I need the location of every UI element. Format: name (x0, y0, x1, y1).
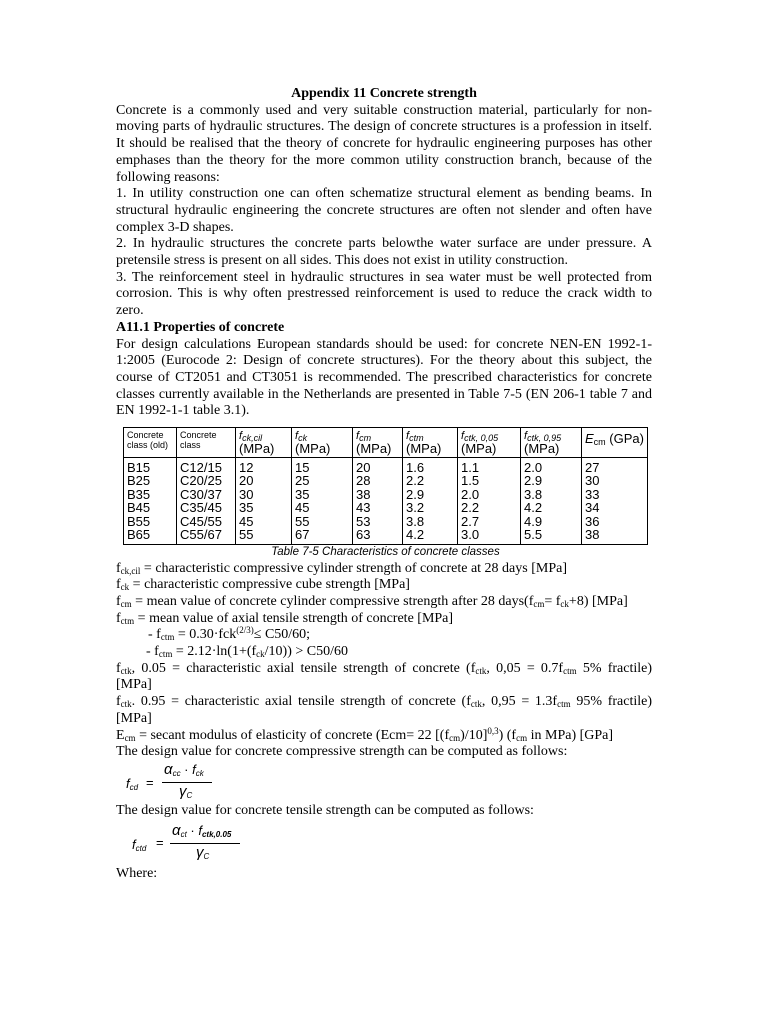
table-cell: 67 (292, 528, 353, 544)
header-old-class: Concrete class (old) (124, 428, 177, 458)
def-fck: $f_{ck}$ = characteristic compressive cube strength [MPa] (116, 577, 410, 593)
table-cell: 38 (353, 488, 403, 501)
def-fctm-case-a: - $f_{ctm} = 0.30\cdot fck^{(2/3)}\le C50/60$; (148, 625, 311, 643)
table-cell: B15 (124, 458, 177, 475)
table-cell: 35 (236, 501, 292, 514)
formula-fctd-denominator: $\gamma_C$ (196, 843, 210, 861)
table-cell: 63 (353, 528, 403, 544)
table-header-row (124, 428, 648, 458)
table-cell: 55 (236, 528, 292, 544)
table-cell: 55 (292, 515, 353, 528)
table-cell: 35 (292, 488, 353, 501)
def-ecm: $E_{cm}$ = secant modulus of elasticity of concrete (Ecm= 22 $[(f_{cm})/10]^{0,3}$) ($f_{cm}$ in MPa) [GPa] (116, 725, 614, 743)
table-cell: B35 (124, 488, 177, 501)
def-fctm: $f_{ctm}$ = mean value of axial tensile strength of concrete [MPa] (116, 610, 454, 626)
table-cell: 3.0 (458, 528, 521, 544)
table-cell: 20 (236, 474, 292, 487)
table-cell: 4.2 (403, 528, 458, 544)
table-cell: 15 (292, 458, 353, 475)
table-cell: 30 (236, 488, 292, 501)
def-fctk005: $f_{ctk}$, 0.05 = characteristic axial tensile strength of concrete ($f_{ctk}$, $0,05 = 0.7f_{ctm}$ 5% fractile) [MPa] (116, 660, 653, 693)
formula-fcd-numerator: $\alpha_{cc} \cdot f_{ck}$ (164, 760, 204, 778)
design-tensile-text: The design value for concrete tensile strength can be computed as follows: (116, 802, 534, 818)
table-cell: 4.9 (521, 515, 582, 528)
table-cell: C20/25 (177, 474, 236, 487)
table-cell: B25 (124, 474, 177, 487)
table-cell: 20 (353, 458, 403, 475)
table-cell: 2.9 (521, 474, 582, 487)
header-fctk095: $f_{ctk, 0,95}$ (MPa) (521, 428, 582, 458)
formula-fctd-fraction-bar (170, 843, 240, 844)
header-fctm: $f_{ctm}$ (MPa) (403, 428, 458, 458)
table-cell: 3.8 (521, 488, 582, 501)
table-cell: 43 (353, 501, 403, 514)
reason-1: 1. In utility construction one can often schematize structural element as bending beams. In structural hydraulic engineering the concrete structures are often not slender and often have complex 3-D shapes. (116, 186, 652, 235)
table-row (124, 528, 648, 544)
table-cell: 2.7 (458, 515, 521, 528)
table-cell: C35/45 (177, 501, 236, 514)
formula-fctd-lhs: $f_{ctd}$ (132, 836, 147, 853)
table-row (124, 458, 648, 475)
formula-fcd-lhs: $f_{cd}$ (126, 775, 139, 792)
table-cell: B55 (124, 515, 177, 528)
header-fcm: $f_{cm}$ (MPa) (353, 428, 403, 458)
def-fckcil: $f_{ck,cil}$ = characteristic compressive cylinder strength of concrete at 28 days [MPa] (116, 560, 567, 576)
table-cell: 25 (292, 474, 353, 487)
table-cell: 1.1 (458, 458, 521, 475)
header-fctk005: $f_{ctk, 0,05}$ (MPa) (458, 428, 521, 458)
table-cell: 30 (582, 474, 648, 487)
table-cell: 45 (292, 501, 353, 514)
table-body (124, 458, 648, 544)
table-cell: 5.5 (521, 528, 582, 544)
table-cell: 2.0 (521, 458, 582, 475)
document-page (116, 86, 652, 882)
table-cell: 2.2 (403, 474, 458, 487)
table-row (124, 488, 648, 501)
header-ecm: $E_{cm}$ (GPa) (582, 428, 648, 458)
header-fck: $f_{ck}$ (MPa) (292, 428, 353, 458)
formula-fctd-numerator: $\alpha_{ct} \cdot f_{ctk,0.05}$ (172, 821, 232, 839)
table-cell: C30/37 (177, 488, 236, 501)
table-cell: 28 (353, 474, 403, 487)
design-compressive-text: The design value for concrete compressive strength can be computed as follows: (116, 744, 568, 760)
formula-fcd (116, 761, 652, 803)
page-title: Appendix 11 Concrete strength (291, 86, 477, 101)
header-fckcil: $f_{ck,cil}$ (MPa) (236, 428, 292, 458)
table-cell: C55/67 (177, 528, 236, 544)
table-caption: Table 7-5 Characteristics of concrete classes (271, 545, 500, 558)
table-cell: 1.6 (403, 458, 458, 475)
reason-3: 3. The reinforcement steel in hydraulic structures in sea water must be well protected from corrosion. This is why often prestressed reinforcement is used to reduce the crack width to zero. (116, 269, 652, 319)
table-cell: 27 (582, 458, 648, 475)
table-cell: 53 (353, 515, 403, 528)
table-cell: 34 (582, 501, 648, 514)
table-cell: 2.0 (458, 488, 521, 501)
intro-paragraph: Concrete is a commonly used and very suitable construction material, particularly for non-moving parts of hydraulic structures. The design of concrete structures is a profession in itself. It should be realised that the theory of concrete for hydraulic engineering purposes has other emphases than the theory for the more common utility construction branch, because of the following reasons: (116, 102, 652, 185)
def-fctk095: $f_{ctk}$. 0.95 = characteristic axial tensile strength of concrete ($f_{ctk}$, $0,95 = 1.3f_{ctm}$ 95% fractile) [MPa] (116, 694, 653, 726)
table-cell: 3.2 (403, 501, 458, 514)
formula-fcd-denominator: $\gamma_C$ (179, 782, 193, 800)
table-cell: 36 (582, 515, 648, 528)
table-cell: C12/15 (177, 458, 236, 475)
section-heading: A11.1 Properties of concrete (116, 319, 285, 335)
table-cell: C45/55 (177, 515, 236, 528)
def-fcm: $f_{cm}$ = mean value of concrete cylinder compressive strength after 28 $days(f_{cm}= f_{ck}+8)$ [MPa] (116, 593, 628, 609)
table-cell: 2.9 (403, 488, 458, 501)
table-cell: 12 (236, 458, 292, 475)
header-class: Concrete class (177, 428, 236, 458)
concrete-classes-table (123, 427, 648, 544)
table-cell: 33 (582, 488, 648, 501)
formula-fcd-fraction-bar (162, 782, 212, 783)
table-cell: B45 (124, 501, 177, 514)
where-label: Where: (116, 865, 158, 881)
reason-2: 2. In hydraulic structures the concrete parts belowthe water surface are under pressure. A pretensile stress is present on all sides. This does not exist in utility construction. (116, 236, 652, 269)
table-cell: 3.8 (403, 515, 458, 528)
def-fctm-case-b: - $f_{ctm} = 2.12\cdot\ln(1+(f_{ck}/10)) > C50/60$ (146, 644, 349, 660)
section-paragraph: For design calculations European standards should be used: for concrete NEN-EN 1992-1-1:2005 (Eurocode 2: Design of concrete structures). For the theory about this subject, the course of CT2051 and CT3051 is recommended. The prescribed characteristics for concrete classes currently available in the Netherlands are presented in Table 7-5 (EN 206-1 table 7 and EN 1992-1-1 table 3.1). (116, 336, 652, 419)
table-row (124, 501, 648, 514)
table-cell: 38 (582, 528, 648, 544)
table-row (124, 474, 648, 487)
formula-fctd-equals: = (156, 834, 164, 850)
table-cell: 4.2 (521, 501, 582, 514)
table-cell: B65 (124, 528, 177, 544)
concrete-classes-table-wrap (123, 427, 648, 558)
formula-fctd (116, 820, 652, 866)
table-cell: 2.2 (458, 501, 521, 514)
formula-fcd-equals: = (146, 774, 154, 790)
table-row (124, 515, 648, 528)
table-cell: 45 (236, 515, 292, 528)
table-cell: 1.5 (458, 474, 521, 487)
